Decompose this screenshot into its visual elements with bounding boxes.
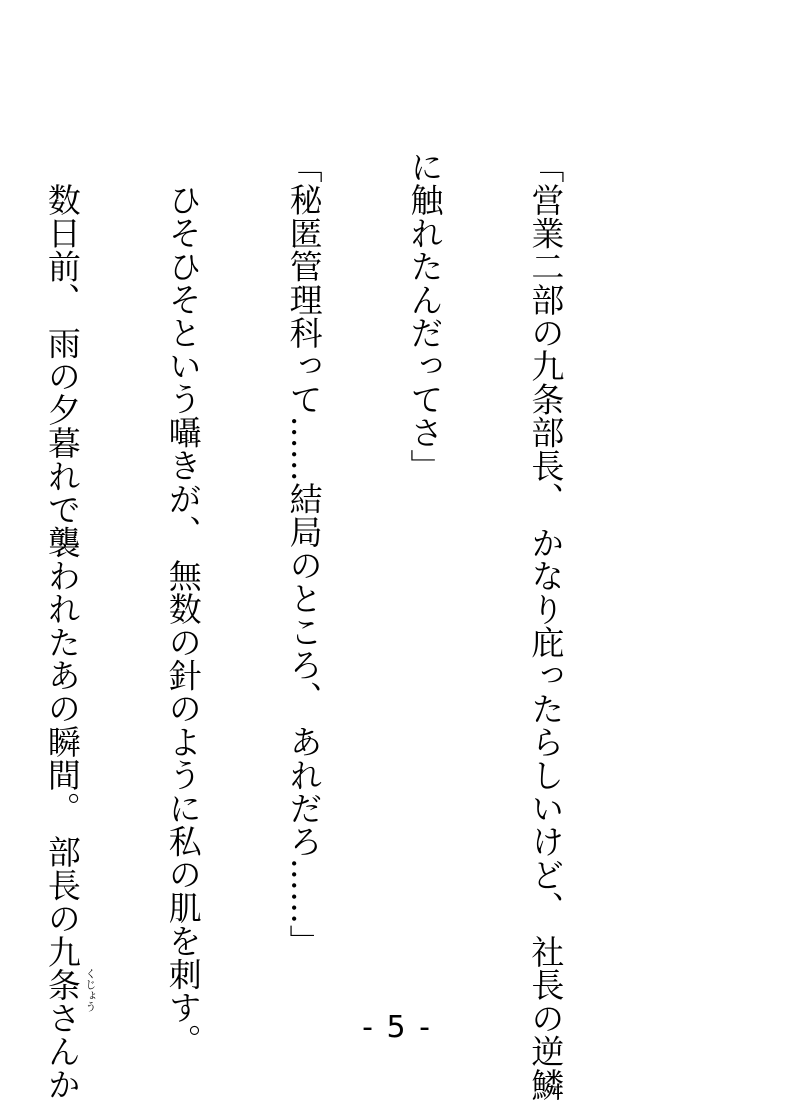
page-number: - 5 - [362,1010,432,1045]
text-line-2: に触れたんだってさ」 [405,150,445,482]
text-line-1: 「営業二部の九条部長、 かなり庇ったらしいけど、 社長の逆鱗 [526,150,566,1101]
text-line-5 [42,150,97,1101]
vertical-text-body [0,150,646,1101]
text-line-5-before-ruby: 数日前、 雨の夕暮れで襲われたあの瞬間。 部長の [42,183,82,935]
text-line-4: ひそひそという囁きが、 無数の針のように私の肌を刺す。 [163,183,203,1057]
ruby-base-kujo [42,934,97,1012]
text-line-5-after-ruby: さんか [42,1001,82,1101]
text-line-3: 「秘匿管理科って……結局のところ、 あれだろ……」 [284,150,324,958]
ruby-base-text: 九条 [42,934,82,1002]
ruby-kujo: くじょう [83,967,97,1012]
